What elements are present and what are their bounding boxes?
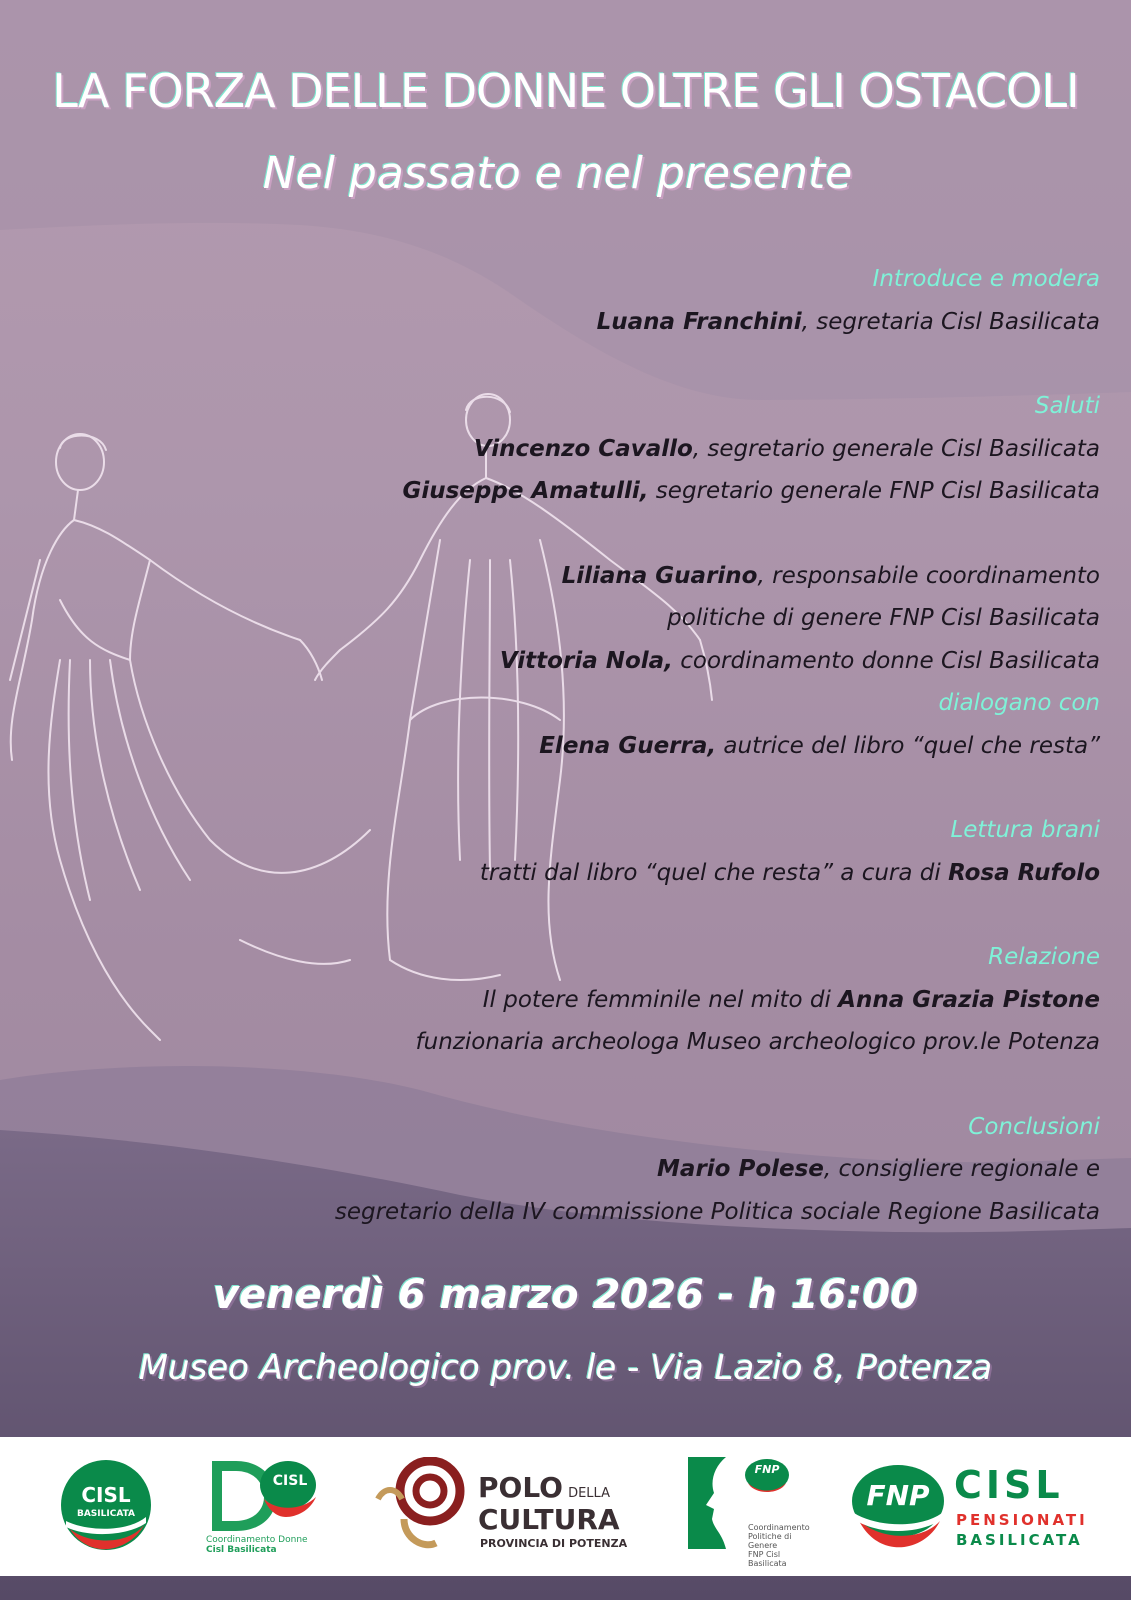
speaker-name: Vittoria Nola, [499,647,673,674]
fnp-caption-line: Coordinamento [748,1523,810,1532]
speaker-line [200,1148,1100,1191]
speaker-name: Anna Grazia Pistone [838,986,1100,1013]
section-label-introduce: Introduce e modera [872,266,1100,292]
speaker-name: Liliana Guarino [561,562,758,589]
section-label-saluti: Saluti [1034,393,1100,419]
speaker-role: coordinamento donne Cisl Basilicata [672,647,1100,674]
speaker-line [200,470,1100,513]
speaker-name: Luana Franchini [596,308,802,335]
speaker-line [200,640,1100,683]
speaker-role-continued: funzionaria archeologa Museo archeologico prov.le Potenza [415,1029,1100,1055]
program-list [200,258,1100,1233]
cisl-region-text: BASILICATA [76,1509,136,1519]
speaker-line [200,428,1100,471]
speaker-line [200,555,1100,598]
speaker-role: , consigliere regionale e [823,1156,1100,1182]
speaker-name: Rosa Rufolo [948,859,1100,886]
event-venue: Museo Archeologico prov. le - Via Lazio 8, Potenza [138,1348,993,1388]
speaker-role: segretario generale FNP Cisl Basilicata [648,478,1100,504]
speaker-line [200,725,1100,768]
speaker-role-continued: politiche di genere FNP Cisl Basilicata [667,605,1100,631]
speaker-line [200,979,1100,1022]
fnp-cisl-pensionati-logo [850,1463,1100,1553]
profile-face-icon [686,1453,750,1553]
section-label-lettura: Lettura brani [950,817,1100,843]
polo-line2: CULTURA [478,1503,620,1536]
section-label-relazione: Relazione [988,944,1100,970]
speaker-role-continued: segretario della IV commissione Politica sociale Regione Basilicata [334,1198,1100,1225]
speaker-name: Vincenzo Cavallo [473,435,693,462]
fnp-genere-logo [686,1453,816,1568]
donne-caption-line: Coordinamento Donne [206,1535,308,1545]
fnp-caption-line: FNP Cisl Basilicata [748,1550,787,1568]
donne-caption-line: Cisl Basilicata [206,1545,277,1555]
fnp-cisl-text: CISL [954,1463,1064,1507]
section-label-dialogano: dialogano con [938,690,1100,716]
subtitle-text: Nel passato e nel presente [262,148,853,199]
speaker-role: , responsabile coordinamento [757,562,1100,589]
cisl-basilicata-logo [56,1459,156,1555]
speaker-role: , segretario generale Cisl Basilicata [692,435,1100,462]
donne-d-icon [206,1455,326,1535]
speaker-name: Mario Polese [657,1156,824,1182]
sponsor-logo-bar [0,1437,1131,1576]
polo-line3: PROVINCIA DI POTENZA [480,1537,628,1550]
speaker-role: autrice del libro “quel che resta” [716,732,1100,759]
speaker-line [200,301,1100,344]
fnp-caption-line: Politiche di Genere [748,1532,792,1550]
cisl-brand-text: CISL [81,1483,131,1507]
speaker-name: Giuseppe Amatulli, [402,478,649,504]
polo-wordmark [478,1471,610,1504]
polo-della: DELLA [568,1486,610,1501]
speaker-role: , segretaria Cisl Basilicata [801,308,1100,335]
fnp-mini-text: FNP [754,1463,780,1476]
polo-line1: POLO [478,1471,563,1504]
fnp-brand-text: FNP [866,1479,930,1512]
section-label-conclusioni: Conclusioni [968,1113,1100,1140]
event-date: venerdì 6 marzo 2026 - h 16:00 [212,1272,919,1318]
fnp-genere-caption [748,1523,816,1568]
talk-title: Il potere femminile nel mito di [482,986,839,1013]
reading-text: tratti dal libro “quel che resta” a cura di [479,859,949,886]
polo-spiral-icon [374,1457,470,1553]
fnp-pensionati-text: PENSIONATI [956,1511,1088,1529]
speaker-name: Elena Guerra, [539,732,717,759]
polo-della-cultura-logo [374,1457,644,1557]
donne-cisl-text: CISL [272,1473,308,1489]
coordinamento-donne-logo [206,1455,326,1559]
cisl-roundel-icon [56,1459,156,1555]
fnp-region-text: BASILICATA [956,1531,1083,1549]
event-title: LA FORZA DELLE DONNE OLTRE GLI OSTACOLI [52,64,1079,118]
event-subtitle [0,148,1131,199]
speaker-line [200,852,1100,895]
donne-caption [206,1535,326,1555]
